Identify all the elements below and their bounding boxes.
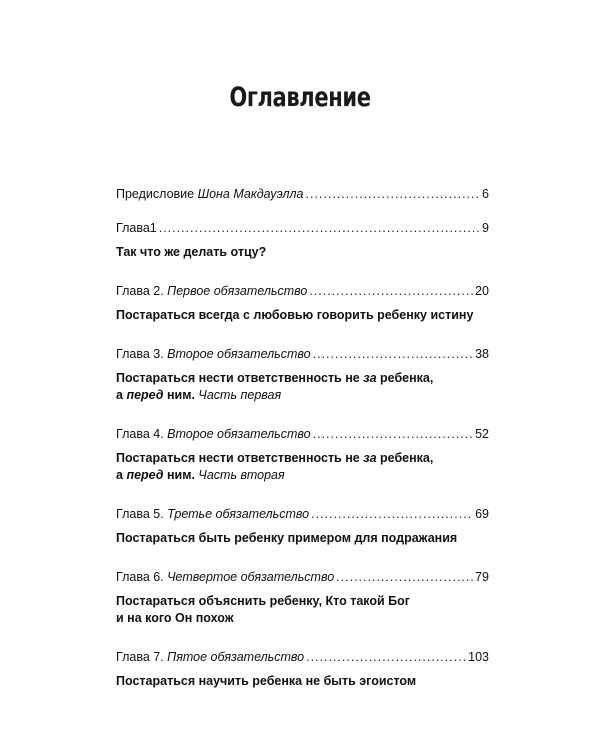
chapter-subtitle: Так что же делать отцу? — [116, 245, 267, 259]
toc-label: Предисловие Шона Макдауэлла — [116, 187, 304, 201]
toc-line — [116, 426, 489, 442]
part-label: Часть вторая — [198, 468, 285, 482]
dot-leader — [336, 569, 473, 585]
toc-entry-chapter-7 — [116, 649, 489, 690]
dot-leader — [306, 186, 481, 202]
toc-label: Глава 3. Второе обязательство — [116, 347, 311, 361]
page-number: 79 — [475, 570, 489, 584]
dot-leader — [306, 649, 466, 665]
toc-entry-chapter-1 — [116, 220, 489, 261]
toc-line — [116, 649, 489, 665]
toc-entry-foreword — [116, 186, 489, 202]
toc-line — [116, 283, 489, 299]
toc-entry-chapter-2 — [116, 283, 489, 324]
page-title: Оглавление — [229, 82, 371, 113]
page-number: 9 — [482, 221, 489, 235]
toc-line — [116, 346, 489, 362]
table-of-contents — [116, 186, 489, 712]
toc-entry-chapter-4 — [116, 426, 489, 484]
toc-entry-chapter-5 — [116, 506, 489, 547]
part-label: Часть первая — [198, 388, 282, 402]
page-number: 20 — [475, 284, 489, 298]
page-number: 6 — [482, 187, 489, 201]
toc-line — [116, 569, 489, 585]
dot-leader — [309, 283, 473, 299]
toc-label: Глава 4. Второе обязательство — [116, 427, 311, 441]
chapter-subtitle: Постараться всегда с любовью говорить ребенку истину — [116, 308, 474, 322]
toc-line — [116, 186, 489, 202]
page-number: 38 — [475, 347, 489, 361]
page-number: 52 — [475, 427, 489, 441]
dot-leader — [313, 346, 473, 362]
toc-label: Глава 6. Четвертое обязательство — [116, 570, 335, 584]
toc-label: Глава 2. Первое обязательство — [116, 284, 308, 298]
toc-label: Глава1 — [116, 221, 157, 235]
chapter-subtitle: Постараться быть ребенку примером для подражания — [116, 531, 458, 545]
toc-entry-chapter-6 — [116, 569, 489, 627]
dot-leader — [159, 220, 480, 236]
chapter-subtitle: Постараться нести ответственность не за ребенка, а перед ним. Часть первая — [116, 371, 434, 402]
toc-label: Глава 5. Третье обязательство — [116, 507, 310, 521]
toc-line — [116, 220, 489, 236]
toc-entry-chapter-3 — [116, 346, 489, 404]
chapter-subtitle: Постараться нести ответственность не за ребенка, а перед ним. Часть вторая — [116, 451, 434, 482]
page-number: 69 — [475, 507, 489, 521]
dot-leader — [313, 426, 473, 442]
toc-line — [116, 506, 489, 522]
toc-label: Глава 7. Пятое обязательство — [116, 650, 305, 664]
chapter-subtitle: Постараться объяснить ребенку, Кто такой Бог и на кого Он похож — [116, 594, 410, 625]
chapter-subtitle: Постараться научить ребенка не быть эгоистом — [116, 674, 417, 688]
dot-leader — [311, 506, 473, 522]
page-number: 103 — [468, 650, 489, 664]
